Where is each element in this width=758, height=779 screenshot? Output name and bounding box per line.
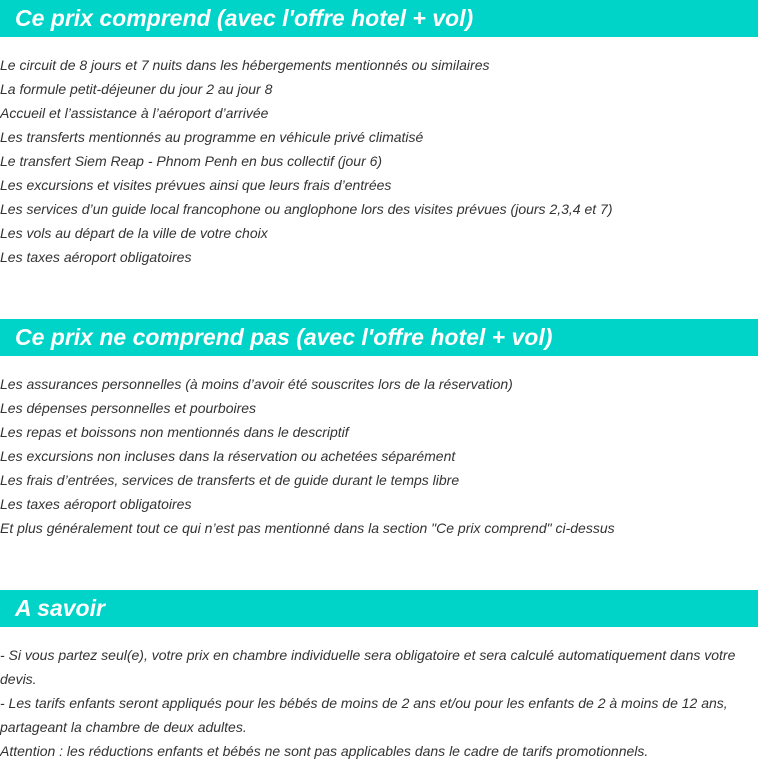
list-item: Les frais d’entrées, services de transferts et de guide durant le temps libre xyxy=(0,472,460,488)
list-item: Les taxes aéroport obligatoires xyxy=(0,496,192,512)
list-item: Et plus généralement tout ce qui n’est pas mentionné dans la section "Ce prix comprend" ci-dessus xyxy=(0,520,615,536)
list-item: La formule petit-déjeuner du jour 2 au jour 8 xyxy=(0,81,273,97)
list-item: Les assurances personnelles (à moins d’avoir été souscrites lors de la réservation) xyxy=(0,376,513,392)
list-item: Les transferts mentionnés au programme en véhicule privé climatisé xyxy=(0,129,424,145)
section-not-included xyxy=(0,319,758,540)
paragraph: Attention : les réductions enfants et bébés ne sont pas applicables dans le cadre de tarifs promotionnels. xyxy=(0,743,649,759)
section-good-to-know xyxy=(0,590,758,763)
list-item: Les vols au départ de la ville de votre choix xyxy=(0,225,268,241)
list-item: Les dépenses personnelles et pourboires xyxy=(0,400,257,416)
not-included-list xyxy=(0,372,758,540)
list-item: Les excursions et visites prévues ainsi que leurs frais d’entrées xyxy=(0,177,392,193)
list-item: Accueil et l’assistance à l’aéroport d’arrivée xyxy=(0,105,269,121)
section-title: Ce prix ne comprend pas (avec l'offre hotel + vol) xyxy=(0,319,758,356)
section-title: Ce prix comprend (avec l'offre hotel + vol) xyxy=(0,0,758,37)
good-to-know-text xyxy=(0,643,758,763)
list-item: Les repas et boissons non mentionnés dans le descriptif xyxy=(0,424,349,440)
paragraph: - Les tarifs enfants seront appliqués pour les bébés de moins de 2 ans et/ou pour les enfants de 2 à moins de 12 ans, partageant la chambre de deux adultes. xyxy=(0,695,728,735)
list-item: Le transfert Siem Reap - Phnom Penh en bus collectif (jour 6) xyxy=(0,153,383,169)
section-included xyxy=(0,0,758,269)
list-item: Les excursions non incluses dans la réservation ou achetées séparément xyxy=(0,448,456,464)
included-list xyxy=(0,53,758,269)
section-title: A savoir xyxy=(0,590,758,627)
paragraph: - Si vous partez seul(e), votre prix en chambre individuelle sera obligatoire et sera calculé automatiquement dans votre devis. xyxy=(0,647,736,687)
list-item: Les taxes aéroport obligatoires xyxy=(0,249,192,265)
list-item: Le circuit de 8 jours et 7 nuits dans les hébergements mentionnés ou similaires xyxy=(0,57,490,73)
list-item: Les services d’un guide local francophone ou anglophone lors des visites prévues (jours 2,3,4 et 7) xyxy=(0,201,613,217)
